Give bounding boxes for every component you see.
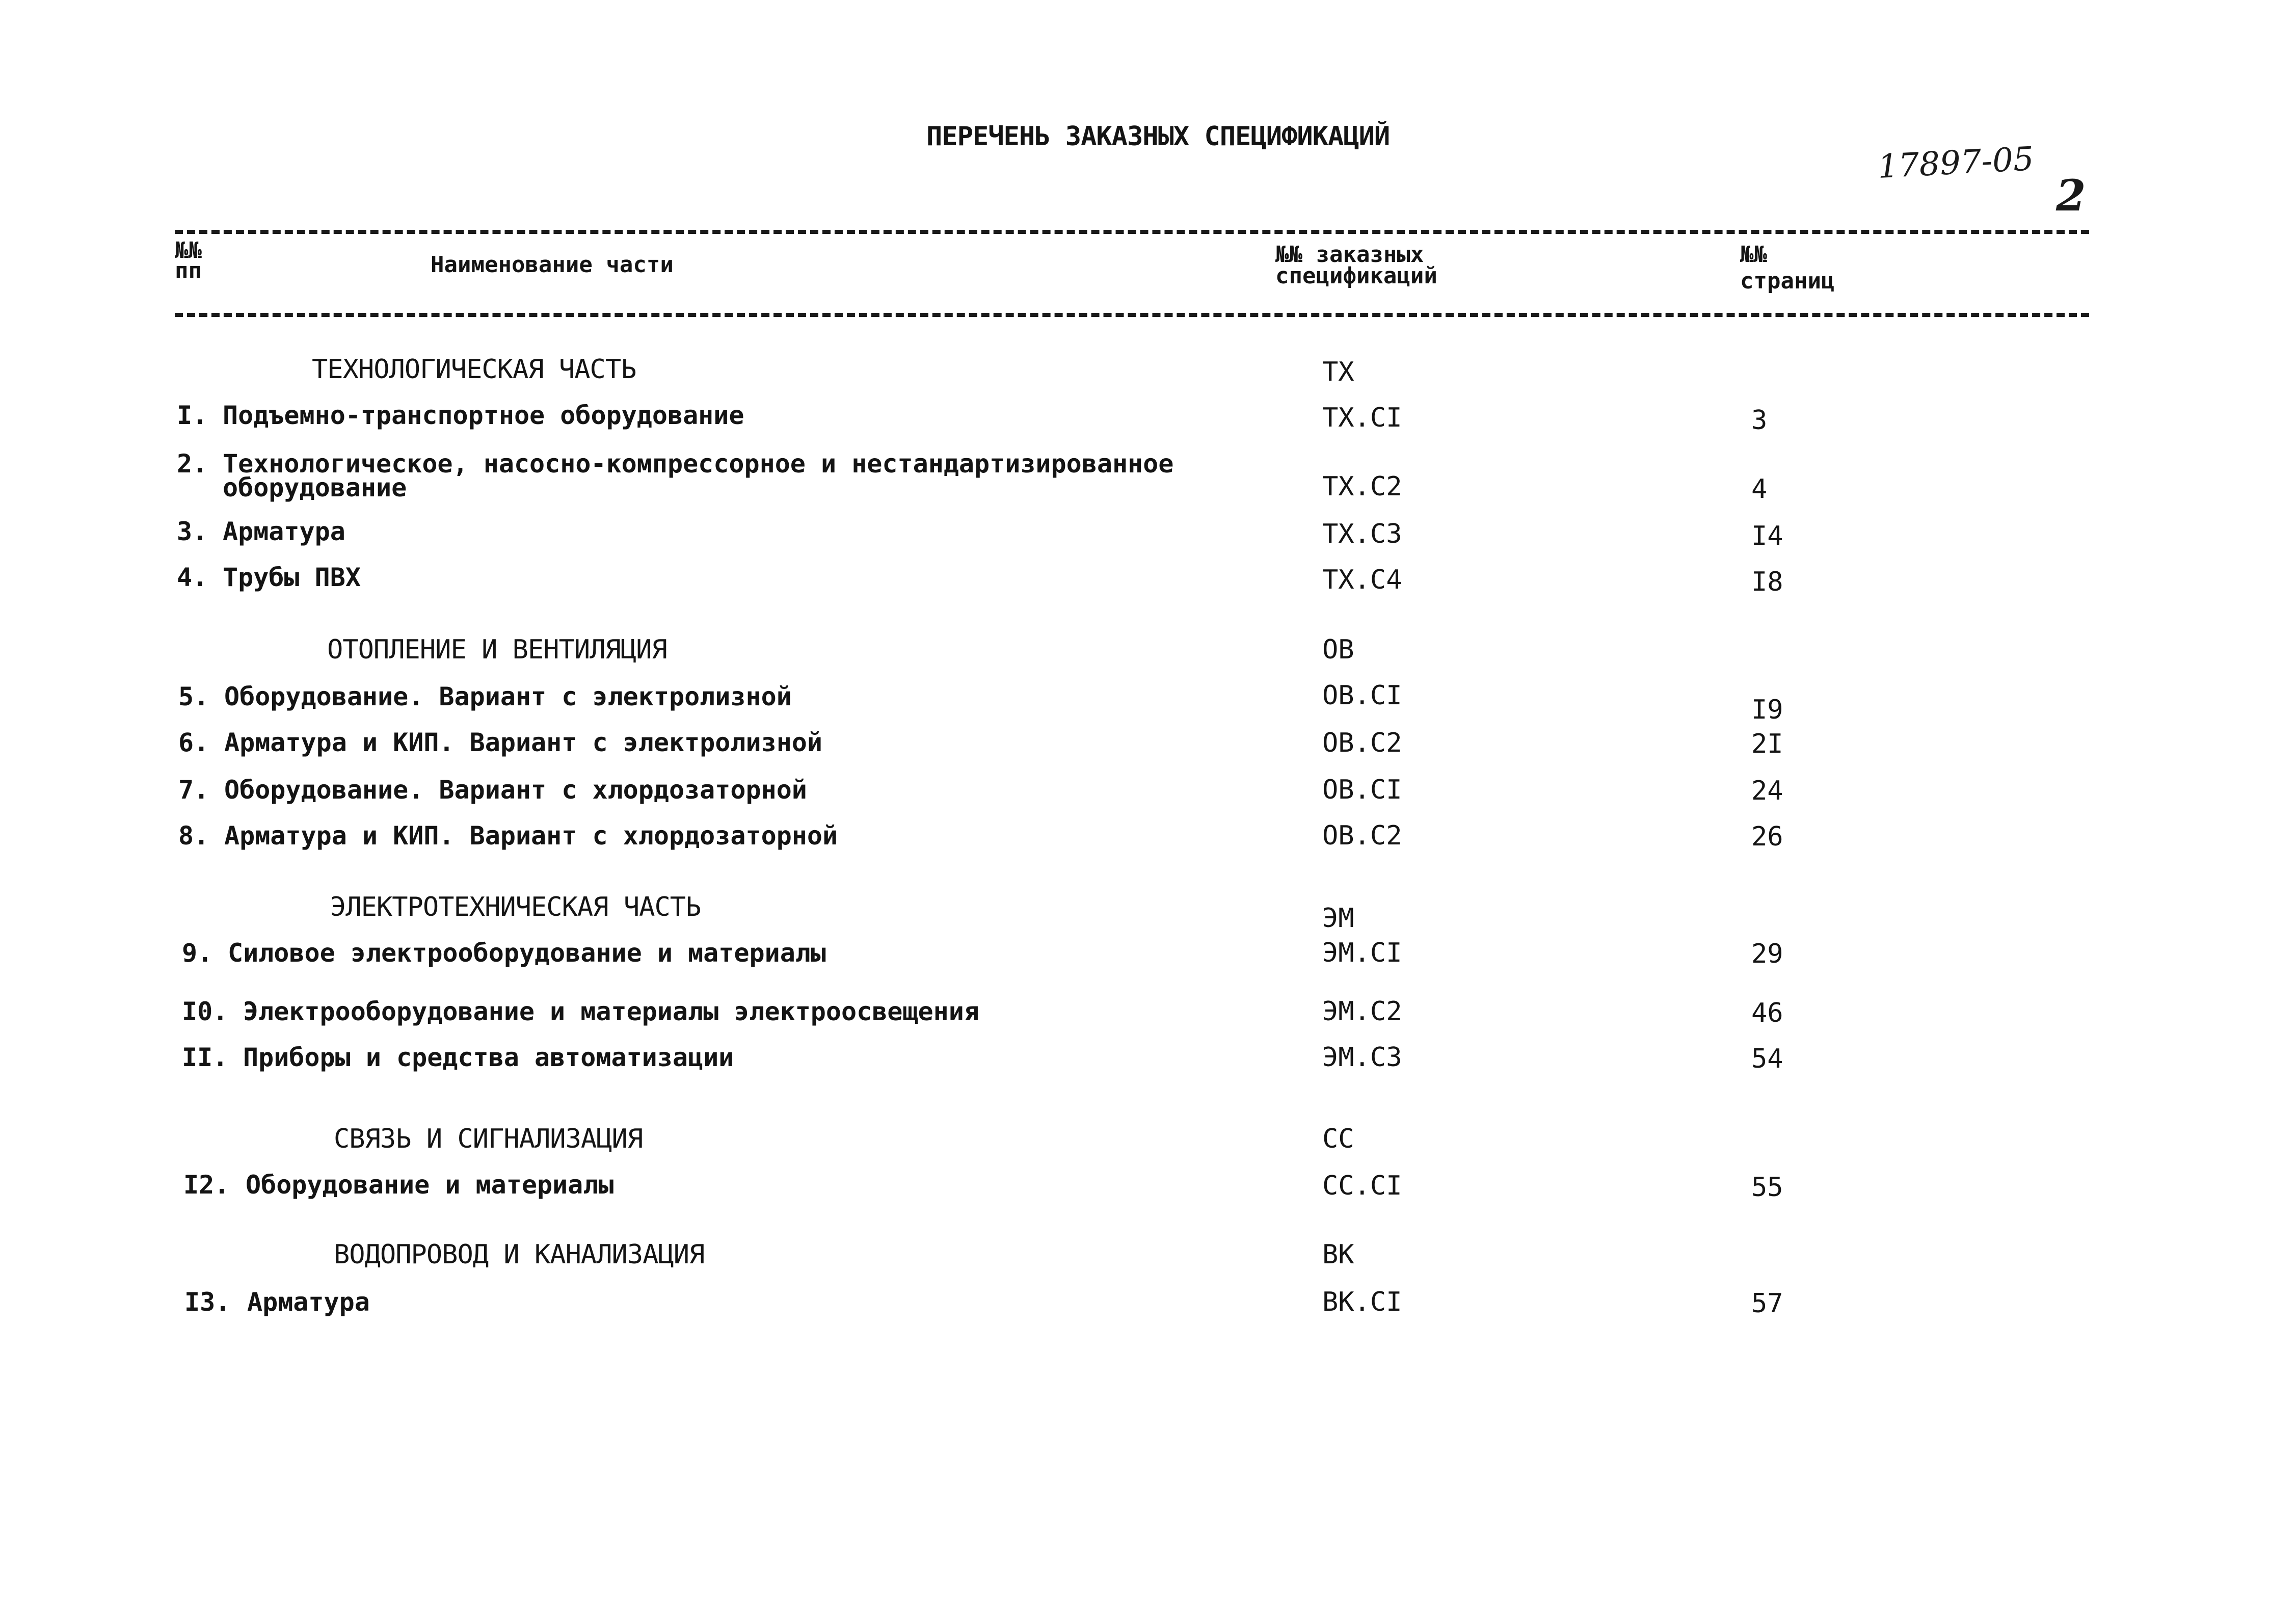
row-name: Технологическое, насосно-компрессорное и нестандартизированное	[223, 449, 1174, 479]
row-name: Оборудование и материалы	[246, 1170, 614, 1200]
row-spec-code: ОВ.СI	[1322, 775, 1402, 805]
row-number: I3.	[184, 1287, 231, 1317]
header-spec-label-2: спецификаций	[1275, 263, 1437, 289]
row-name: Арматура и КИП. Вариант с электролизной	[224, 728, 822, 757]
row-number: 5.	[178, 682, 209, 711]
row-number: 7.	[178, 775, 209, 805]
row-page: 24	[1751, 776, 1783, 806]
row-number: 3.	[177, 517, 208, 546]
row-number: II.	[182, 1043, 228, 1072]
row-name: Подъемно-транспортное оборудование	[223, 401, 744, 430]
row-spec-code: ЭМ.С3	[1322, 1042, 1402, 1073]
row-page: 55	[1751, 1172, 1783, 1203]
row-page: 2I	[1751, 729, 1783, 759]
row-spec-code: ТХ.С2	[1322, 471, 1402, 502]
row-name: Электрооборудование и материалы электроосвещения	[243, 997, 979, 1026]
row-number: I2.	[183, 1170, 230, 1200]
row-spec-code: ТХ.С4	[1322, 565, 1402, 595]
section-code: ТХ	[1322, 357, 1354, 387]
row-number: 4.	[177, 563, 208, 592]
row-spec-code: ТХ.СI	[1322, 403, 1402, 433]
header-num-label-2: пп	[175, 258, 202, 284]
row-name: Трубы ПВХ	[223, 563, 361, 592]
document-title: ПЕРЕЧЕНЬ ЗАКАЗНЫХ СПЕЦИФИКАЦИЙ	[926, 121, 1390, 152]
section-title: ВОДОПРОВОД И КАНАЛИЗАЦИЯ	[334, 1239, 705, 1270]
row-name: Приборы и средства автоматизации	[243, 1043, 734, 1072]
row-number: I.	[177, 401, 208, 430]
row-page: 46	[1751, 998, 1783, 1028]
section-code: СС	[1322, 1124, 1354, 1154]
row-page: 4	[1751, 474, 1768, 505]
row-spec-code: ОВ.С2	[1322, 728, 1402, 758]
row-name: Силовое электрооборудование и материалы	[228, 938, 826, 968]
header-top-rule	[175, 230, 2089, 234]
section-title: СВЯЗЬ И СИГНАЛИЗАЦИЯ	[334, 1124, 643, 1154]
header-page-label: №№	[1740, 242, 1767, 268]
row-number: 2.	[177, 449, 208, 479]
section-title: ОТОПЛЕНИЕ И ВЕНТИЛЯЦИЯ	[327, 634, 667, 665]
section-title: ТЕХНОЛОГИЧЕСКАЯ ЧАСТЬ	[312, 354, 636, 385]
row-page: 26	[1751, 821, 1783, 852]
section-code: ВК	[1322, 1239, 1354, 1270]
row-name: Арматура	[223, 517, 345, 546]
section-code: ЭМ	[1322, 903, 1354, 934]
header-spec-label: №№ заказных	[1275, 242, 1424, 268]
row-spec-code: ЭМ.С2	[1322, 996, 1402, 1027]
row-name: Арматура	[247, 1287, 370, 1317]
row-spec-code: ЭМ.СI	[1322, 938, 1402, 968]
row-page: 29	[1751, 939, 1783, 969]
row-page: I4	[1751, 521, 1783, 551]
header-bottom-rule	[175, 313, 2089, 317]
section-code: ОВ	[1322, 634, 1354, 665]
row-name: Оборудование. Вариант с электролизной	[224, 682, 792, 711]
page-number: 2	[2056, 170, 2086, 221]
row-spec-code: ВК.СI	[1322, 1287, 1402, 1317]
section-title: ЭЛЕКТРОТЕХНИЧЕСКАЯ ЧАСТЬ	[330, 892, 701, 922]
row-number: 6.	[178, 728, 209, 757]
document-stamp: 17897-05	[1877, 140, 2035, 186]
row-page: I9	[1751, 695, 1783, 725]
header-page-label-2: страниц	[1740, 268, 1835, 294]
row-spec-code: ОВ.СI	[1322, 680, 1402, 711]
row-name: Арматура и КИП. Вариант с хлордозаторной	[224, 821, 838, 851]
header-num-label: №№	[175, 237, 202, 263]
row-number: 9.	[182, 938, 213, 968]
row-spec-code: ОВ.С2	[1322, 820, 1402, 851]
row-name-continued: оборудование	[223, 473, 407, 502]
row-number: 8.	[178, 821, 209, 851]
row-page: I8	[1751, 567, 1783, 597]
header-name-label: Наименование части	[431, 252, 674, 278]
row-page: 3	[1751, 405, 1768, 436]
row-page: 54	[1751, 1044, 1783, 1074]
row-name: Оборудование. Вариант с хлордозаторной	[224, 775, 807, 805]
row-number: I0.	[182, 997, 228, 1026]
row-spec-code: СС.СI	[1322, 1171, 1402, 1201]
row-spec-code: ТХ.С3	[1322, 519, 1402, 549]
row-page: 57	[1751, 1288, 1783, 1319]
